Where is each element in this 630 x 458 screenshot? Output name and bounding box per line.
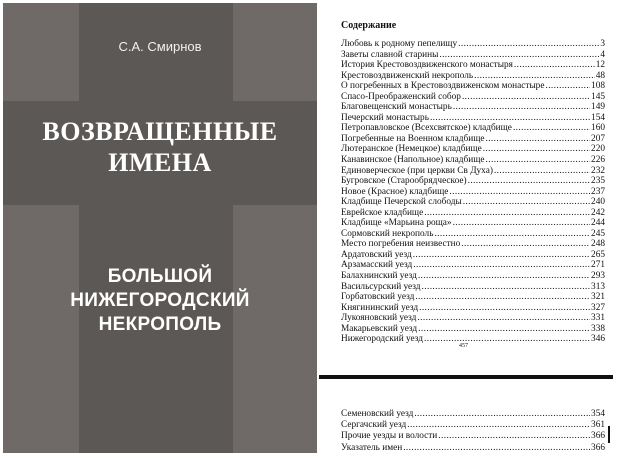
toc-entry xyxy=(341,39,605,50)
cover-title-line-1: ВОЗВРАЩЕННЫЕ xyxy=(42,117,278,146)
toc-entry-title: О погребенных в Крестовоздвиженском монастыре xyxy=(341,81,545,92)
toc-leader-dots xyxy=(434,229,590,240)
toc-entry xyxy=(341,420,605,431)
toc-entry-page: 232 xyxy=(591,165,605,176)
toc-entry-title: Княгининский уезд xyxy=(341,302,419,313)
toc-entry xyxy=(341,443,605,454)
toc-leader-dots xyxy=(407,420,590,431)
toc-entry xyxy=(341,144,605,155)
toc-entry-page: 154 xyxy=(591,112,605,123)
cover-subtitle-line-3: НЕКРОПОЛЬ xyxy=(98,314,222,335)
toc-entry-page: 242 xyxy=(591,207,605,218)
toc-entry-title: Лукояновский уезд xyxy=(341,313,417,324)
toc-leader-dots xyxy=(439,50,599,61)
toc-entry-title: Канавинское (Напольное) кладбище xyxy=(341,155,485,166)
toc-entry-page: 145 xyxy=(591,91,605,102)
toc-entry xyxy=(341,60,605,71)
toc-entry xyxy=(341,50,605,61)
cover-title xyxy=(3,116,317,178)
toc-entry-title: История Крестовоздвиженского монастыря xyxy=(341,60,513,71)
page-divider xyxy=(319,375,613,379)
toc-entry-page: 248 xyxy=(591,239,605,250)
toc-leader-dots xyxy=(449,187,590,198)
toc-entry-title: Погребенные на Военном кладбище xyxy=(341,133,485,144)
cover-author: С.А. Смирнов xyxy=(118,39,202,54)
toc-entry xyxy=(341,218,605,229)
toc-leader-dots xyxy=(417,313,590,324)
toc-entry-page: 237 xyxy=(591,186,605,197)
toc-entry-page: 366 xyxy=(591,442,605,453)
toc-leader-dots xyxy=(422,282,591,293)
cover-subtitle-line-1: БОЛЬШОЙ xyxy=(107,266,213,287)
toc-entry-title: Единоверческое (при церкви Св Духа) xyxy=(341,165,493,176)
toc-leader-dots xyxy=(461,239,590,250)
contents-list-continued xyxy=(341,409,605,454)
toc-leader-dots xyxy=(514,60,595,71)
toc-entry-title: Сергачский уезд xyxy=(341,420,407,431)
toc-entry-title: Кладбище Печерской слободы xyxy=(341,197,462,208)
toc-leader-dots xyxy=(545,81,590,92)
toc-leader-dots xyxy=(415,292,590,303)
toc-entry xyxy=(341,324,605,335)
toc-entry xyxy=(341,134,605,145)
toc-entry-page: 293 xyxy=(591,271,605,282)
toc-entry xyxy=(341,292,605,303)
toc-leader-dots xyxy=(462,92,590,103)
toc-entry-page: 12 xyxy=(595,60,605,71)
contents-list xyxy=(341,39,605,345)
toc-entry-page: 3 xyxy=(600,39,605,49)
toc-entry-title: Кладбище «Марьина роща» xyxy=(341,218,452,229)
toc-entry-title: Петропавловское (Всехсвятское) кладбище xyxy=(341,123,512,134)
contents-heading: Содержание xyxy=(341,20,397,31)
cross-vertical-bar xyxy=(79,3,233,453)
toc-entry xyxy=(341,229,605,240)
toc-entry-page: 4 xyxy=(600,49,605,60)
toc-leader-dots xyxy=(468,176,590,187)
toc-entry-page: 108 xyxy=(591,81,605,92)
page-edge-mark xyxy=(608,426,610,443)
toc-entry-title: Васильсурский уезд xyxy=(341,281,421,292)
toc-leader-dots xyxy=(486,155,591,166)
toc-entry xyxy=(341,313,605,324)
toc-entry-page: 207 xyxy=(591,133,605,144)
toc-entry-page: 240 xyxy=(591,197,605,208)
toc-entry xyxy=(341,81,605,92)
toc-entry xyxy=(341,271,605,282)
toc-leader-dots xyxy=(418,271,590,282)
toc-entry-title: Печерский монастырь xyxy=(341,112,429,123)
toc-entry xyxy=(341,431,605,442)
toc-entry-title: Ардатовский уезд xyxy=(341,249,412,260)
toc-leader-dots xyxy=(513,123,590,134)
contents-page-continued xyxy=(319,380,630,458)
toc-entry-title: Балахнинский уезд xyxy=(341,271,417,282)
toc-leader-dots xyxy=(463,197,590,208)
toc-entry-page: 160 xyxy=(591,123,605,134)
toc-entry-page: 321 xyxy=(591,292,605,303)
toc-entry-title: Указатель имен xyxy=(341,442,403,453)
toc-entry-title: Прочие уезды и волости xyxy=(341,431,438,442)
toc-entry xyxy=(341,409,605,420)
toc-entry-page: 226 xyxy=(591,155,605,166)
toc-entry-page: 271 xyxy=(591,260,605,271)
toc-leader-dots xyxy=(438,431,590,442)
toc-entry-page: 220 xyxy=(591,144,605,155)
toc-leader-dots xyxy=(424,334,590,345)
toc-entry-title: Лютеранское (Немецкое) кладбище xyxy=(341,144,482,155)
toc-entry-title: Любовь к родному пепелищу xyxy=(341,39,458,49)
toc-entry xyxy=(341,208,605,219)
toc-leader-dots xyxy=(453,218,590,229)
toc-entry-title: Нижегородский уезд xyxy=(341,334,424,345)
toc-entry-page: 331 xyxy=(591,313,605,324)
contents-page xyxy=(319,0,630,378)
toc-entry-title: Горбатовский уезд xyxy=(341,292,415,303)
toc-entry-page: 149 xyxy=(591,102,605,113)
toc-entry xyxy=(341,102,605,113)
toc-entry xyxy=(341,239,605,250)
toc-entry xyxy=(341,166,605,177)
toc-leader-dots xyxy=(430,113,590,124)
toc-entry xyxy=(341,187,605,198)
toc-entry-title: Крестовоздвиженский некрополь xyxy=(341,70,474,81)
toc-entry-page: 327 xyxy=(591,302,605,313)
toc-entry xyxy=(341,260,605,271)
toc-entry-title: Спасо-Преображенский собор xyxy=(341,91,461,102)
toc-entry-page: 265 xyxy=(591,249,605,260)
toc-entry xyxy=(341,250,605,261)
toc-entry xyxy=(341,71,605,82)
toc-leader-dots xyxy=(474,71,595,82)
toc-entry xyxy=(341,123,605,134)
toc-entry-page: 338 xyxy=(591,323,605,334)
toc-leader-dots xyxy=(413,250,590,261)
toc-entry xyxy=(341,155,605,166)
toc-entry-page: 354 xyxy=(591,409,605,419)
cover-title-line-2: ИМЕНА xyxy=(108,148,212,177)
toc-leader-dots xyxy=(403,443,590,454)
toc-entry-page: 366 xyxy=(591,431,605,442)
toc-entry-title: Место погребения неизвестно xyxy=(341,239,461,250)
toc-entry-title: Благовещенский монастырь xyxy=(341,102,452,113)
toc-entry-page: 313 xyxy=(591,281,605,292)
toc-entry-title: Новое (Красное) кладбище xyxy=(341,186,449,197)
toc-entry-title: Арзамасский уезд xyxy=(341,260,413,271)
toc-leader-dots xyxy=(485,134,590,145)
cover-subtitle xyxy=(3,265,317,337)
toc-entry-page: 245 xyxy=(591,228,605,239)
toc-entry xyxy=(341,113,605,124)
toc-entry-title: Бугровское (Старообрядческое) xyxy=(341,176,467,187)
toc-leader-dots xyxy=(424,208,590,219)
toc-entry-title: Еврейское кладбище xyxy=(341,207,424,218)
toc-leader-dots xyxy=(458,39,599,50)
toc-entry-page: 235 xyxy=(591,176,605,187)
toc-entry xyxy=(341,334,605,345)
toc-leader-dots xyxy=(413,260,590,271)
toc-leader-dots xyxy=(418,324,590,335)
toc-entry xyxy=(341,197,605,208)
toc-leader-dots xyxy=(494,166,590,177)
toc-entry-title: Сормовский некрополь xyxy=(341,228,434,239)
toc-leader-dots xyxy=(483,144,590,155)
toc-entry xyxy=(341,303,605,314)
toc-entry xyxy=(341,282,605,293)
toc-entry-page: 48 xyxy=(595,70,605,81)
toc-entry xyxy=(341,92,605,103)
toc-entry xyxy=(341,176,605,187)
toc-entry-page: 244 xyxy=(591,218,605,229)
page-number: 457 xyxy=(459,343,468,349)
toc-entry-title: Семеновский уезд xyxy=(341,409,414,419)
toc-leader-dots xyxy=(453,102,590,113)
toc-entry-title: Заветы славной старины xyxy=(341,49,439,60)
toc-leader-dots xyxy=(419,303,590,314)
cover-subtitle-line-2: НИЖЕГОРОДСКИЙ xyxy=(70,290,250,311)
toc-entry-title: Макарьевский уезд xyxy=(341,323,418,334)
toc-leader-dots xyxy=(414,409,590,420)
book-cover xyxy=(3,3,317,453)
toc-entry-page: 361 xyxy=(591,420,605,431)
toc-entry-page: 346 xyxy=(591,334,605,345)
